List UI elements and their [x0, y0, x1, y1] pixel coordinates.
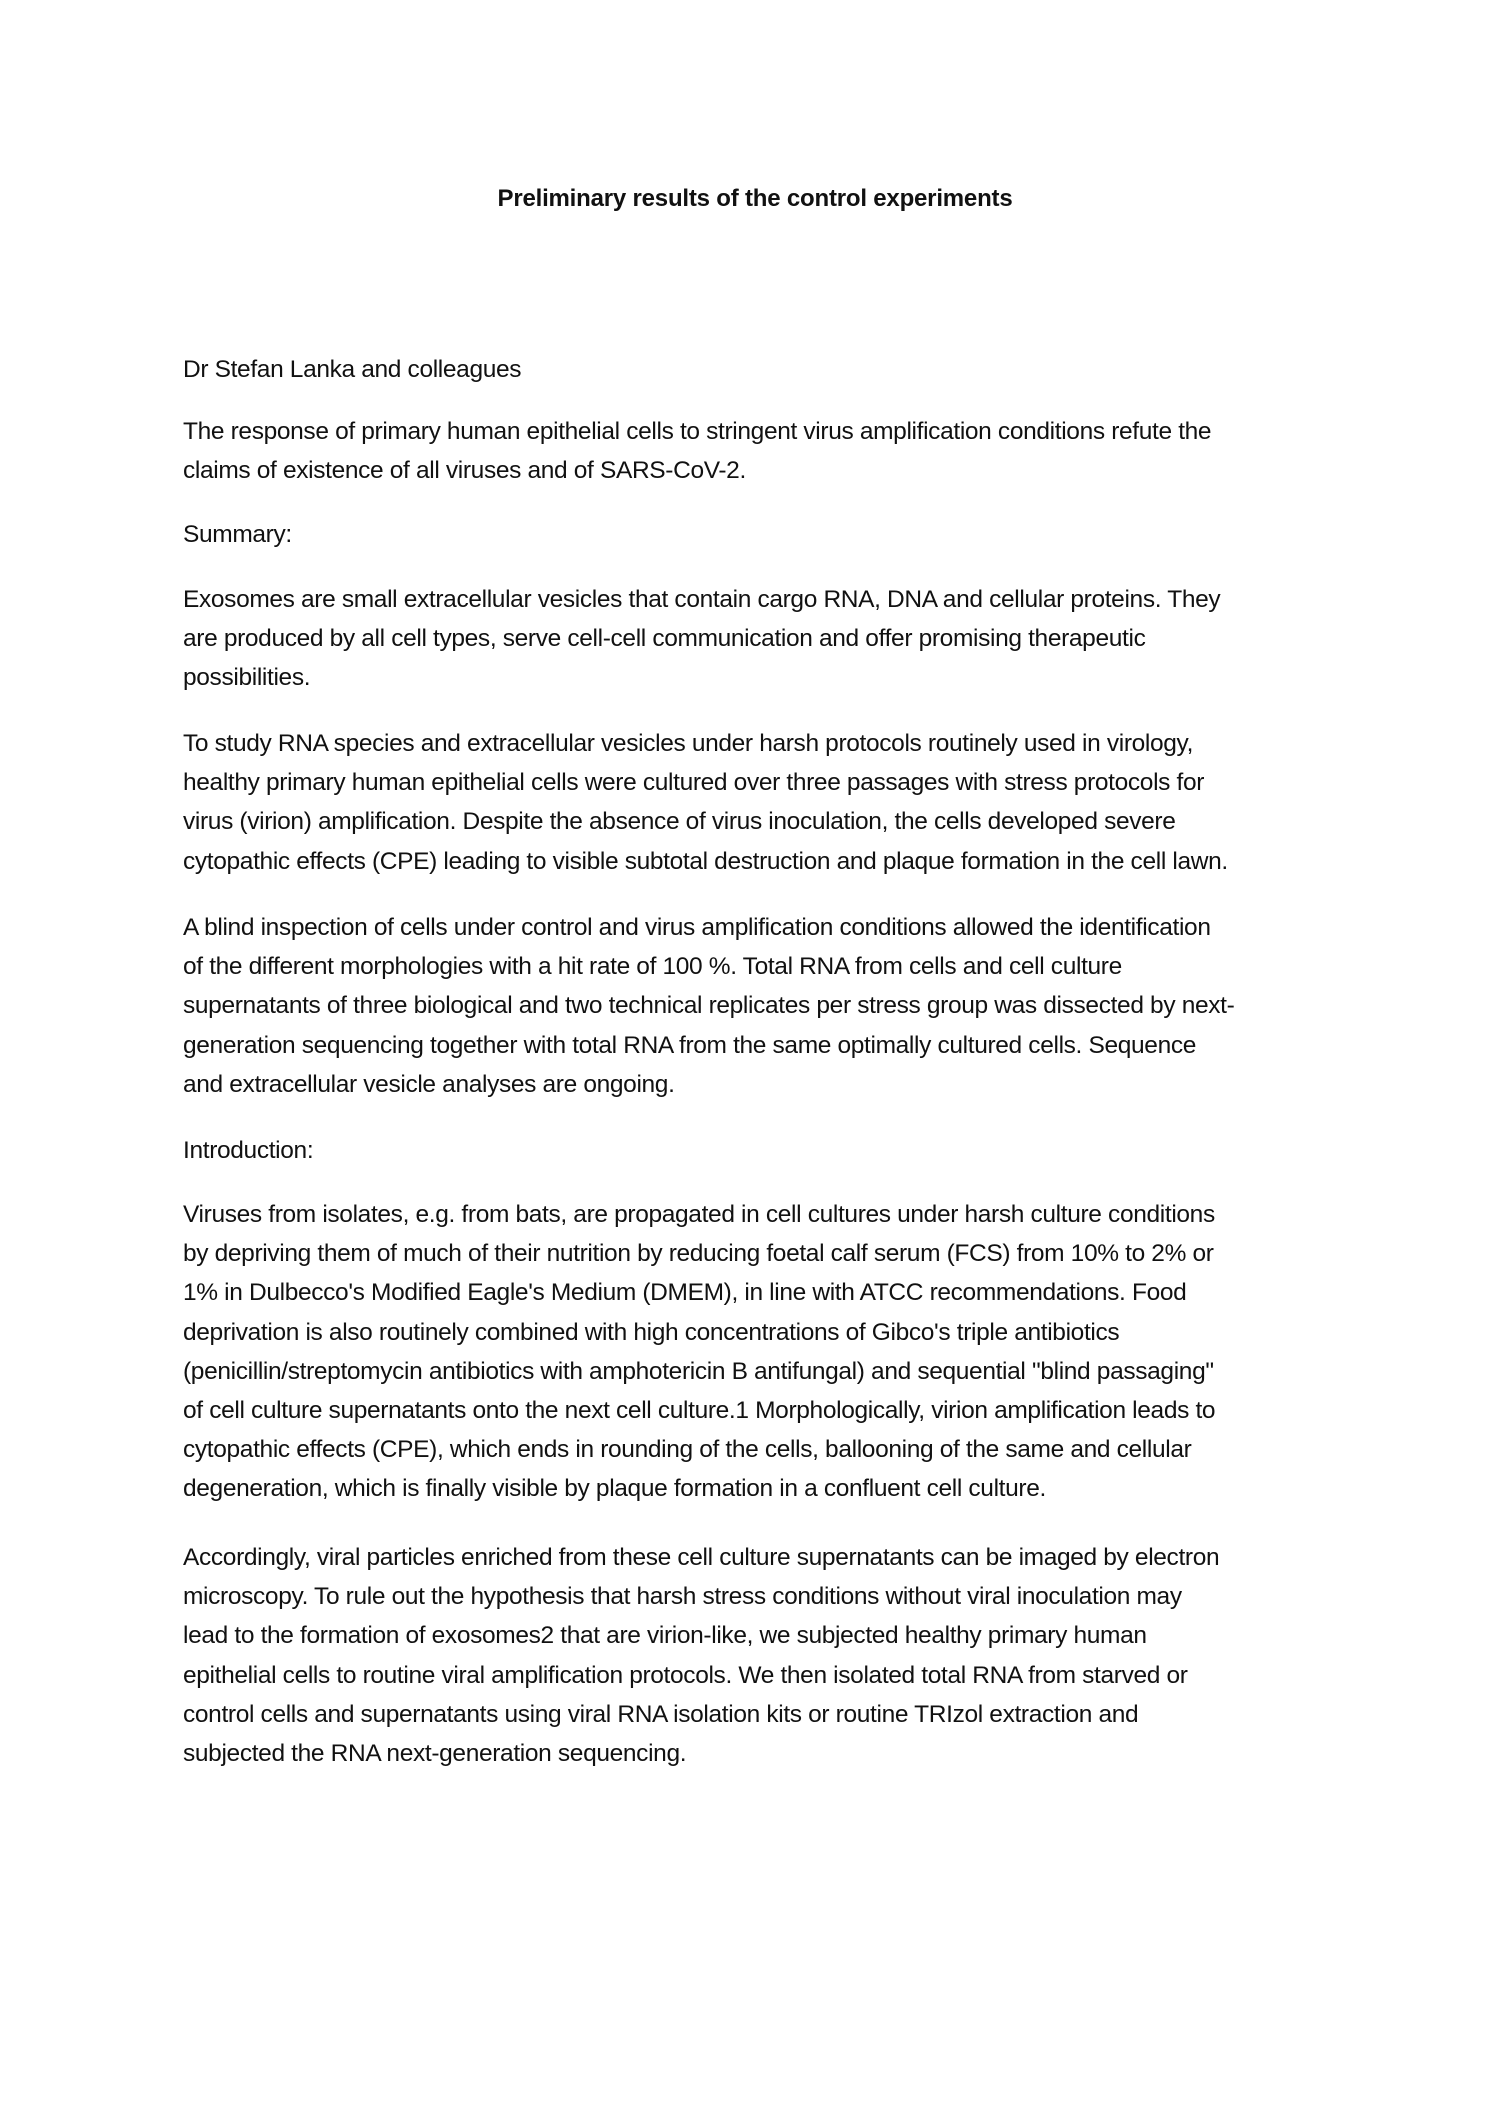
text-line: healthy primary human epithelial cells were cultured over three passages with stress protocols for	[183, 769, 1205, 797]
text-line: lead to the formation of exosomes2 that are virion-like, we subjected healthy primary human	[183, 1622, 1147, 1650]
author-line	[183, 350, 521, 389]
text-line: of cell culture supernatants onto the next cell culture.1 Morphologically, virion amplification leads to	[183, 1396, 1216, 1424]
heading-text: Summary:	[183, 521, 292, 548]
text-line: degeneration, which is finally visible by plaque formation in a confluent cell culture.	[183, 1475, 1046, 1503]
text-line: control cells and supernatants using viral RNA isolation kits or routine TRIzol extraction and	[183, 1700, 1139, 1728]
text-line: The response of primary human epithelial cells to stringent virus amplification conditions refute the	[183, 418, 1212, 445]
text-line: are produced by all cell types, serve cell-cell communication and offer promising therapeutic	[183, 625, 1146, 653]
summary-paragraph-3	[183, 908, 1234, 1104]
text-line: supernatants of three biological and two technical replicates per stress group was dissected by next-	[183, 992, 1235, 1020]
text-line: cytopathic effects (CPE), which ends in rounding of the cells, ballooning of the same and cellular	[183, 1436, 1192, 1464]
summary-paragraph-2	[183, 724, 1228, 881]
heading-text: Introduction:	[183, 1137, 314, 1164]
document-title: Preliminary results of the control experiments	[497, 185, 1013, 212]
summary-paragraph-1	[183, 580, 1220, 698]
subtitle-paragraph	[183, 412, 1211, 490]
introduction-paragraph-2	[183, 1538, 1219, 1773]
text-line: and extracellular vesicle analyses are ongoing.	[183, 1070, 675, 1098]
text-line: by depriving them of much of their nutrition by reducing foetal calf serum (FCS) from 10% to 2% or	[183, 1240, 1214, 1268]
text-line: 1% in Dulbecco's Modified Eagle's Medium (DMEM), in line with ATCC recommendations. Food	[183, 1279, 1187, 1307]
text-line: deprivation is also routinely combined with high concentrations of Gibco's triple antibiotics	[183, 1318, 1120, 1346]
text-line: epithelial cells to routine viral amplification protocols. We then isolated total RNA from starved or	[183, 1661, 1188, 1689]
text-line: virus (virion) amplification. Despite the absence of virus inoculation, the cells developed severe	[183, 808, 1176, 836]
introduction-heading	[183, 1131, 313, 1170]
author-text: Dr Stefan Lanka and colleagues	[183, 356, 522, 383]
text-line: subjected the RNA next-generation sequencing.	[183, 1739, 687, 1767]
text-line: Accordingly, viral particles enriched from these cell culture supernatants can be imaged by electron	[183, 1544, 1220, 1571]
text-line: cytopathic effects (CPE) leading to visible subtotal destruction and plaque formation in the cell lawn.	[183, 847, 1228, 875]
text-line: A blind inspection of cells under control and virus amplification conditions allowed the identification	[183, 914, 1211, 941]
text-line: To study RNA species and extracellular vesicles under harsh protocols routinely used in virology,	[183, 730, 1194, 757]
text-line: generation sequencing together with total RNA from the same optimally cultured cells. Sequence	[183, 1031, 1197, 1059]
text-line: of the different morphologies with a hit rate of 100 %. Total RNA from cells and cell culture	[183, 953, 1122, 981]
text-line: possibilities.	[183, 664, 311, 692]
text-line: microscopy. To rule out the hypothesis that harsh stress conditions without viral inoculation may	[183, 1583, 1182, 1611]
text-line: (penicillin/streptomycin antibiotics with amphotericin B antifungal) and sequential "blind passaging"	[183, 1357, 1214, 1385]
text-line: claims of existence of all viruses and of SARS-CoV-2.	[183, 457, 746, 485]
introduction-paragraph-1	[183, 1195, 1215, 1509]
text-line: Exosomes are small extracellular vesicles that contain cargo RNA, DNA and cellular proteins. They	[183, 586, 1221, 613]
text-line: Viruses from isolates, e.g. from bats, are propagated in cell cultures under harsh culture conditions	[183, 1201, 1215, 1228]
summary-heading	[183, 515, 292, 554]
